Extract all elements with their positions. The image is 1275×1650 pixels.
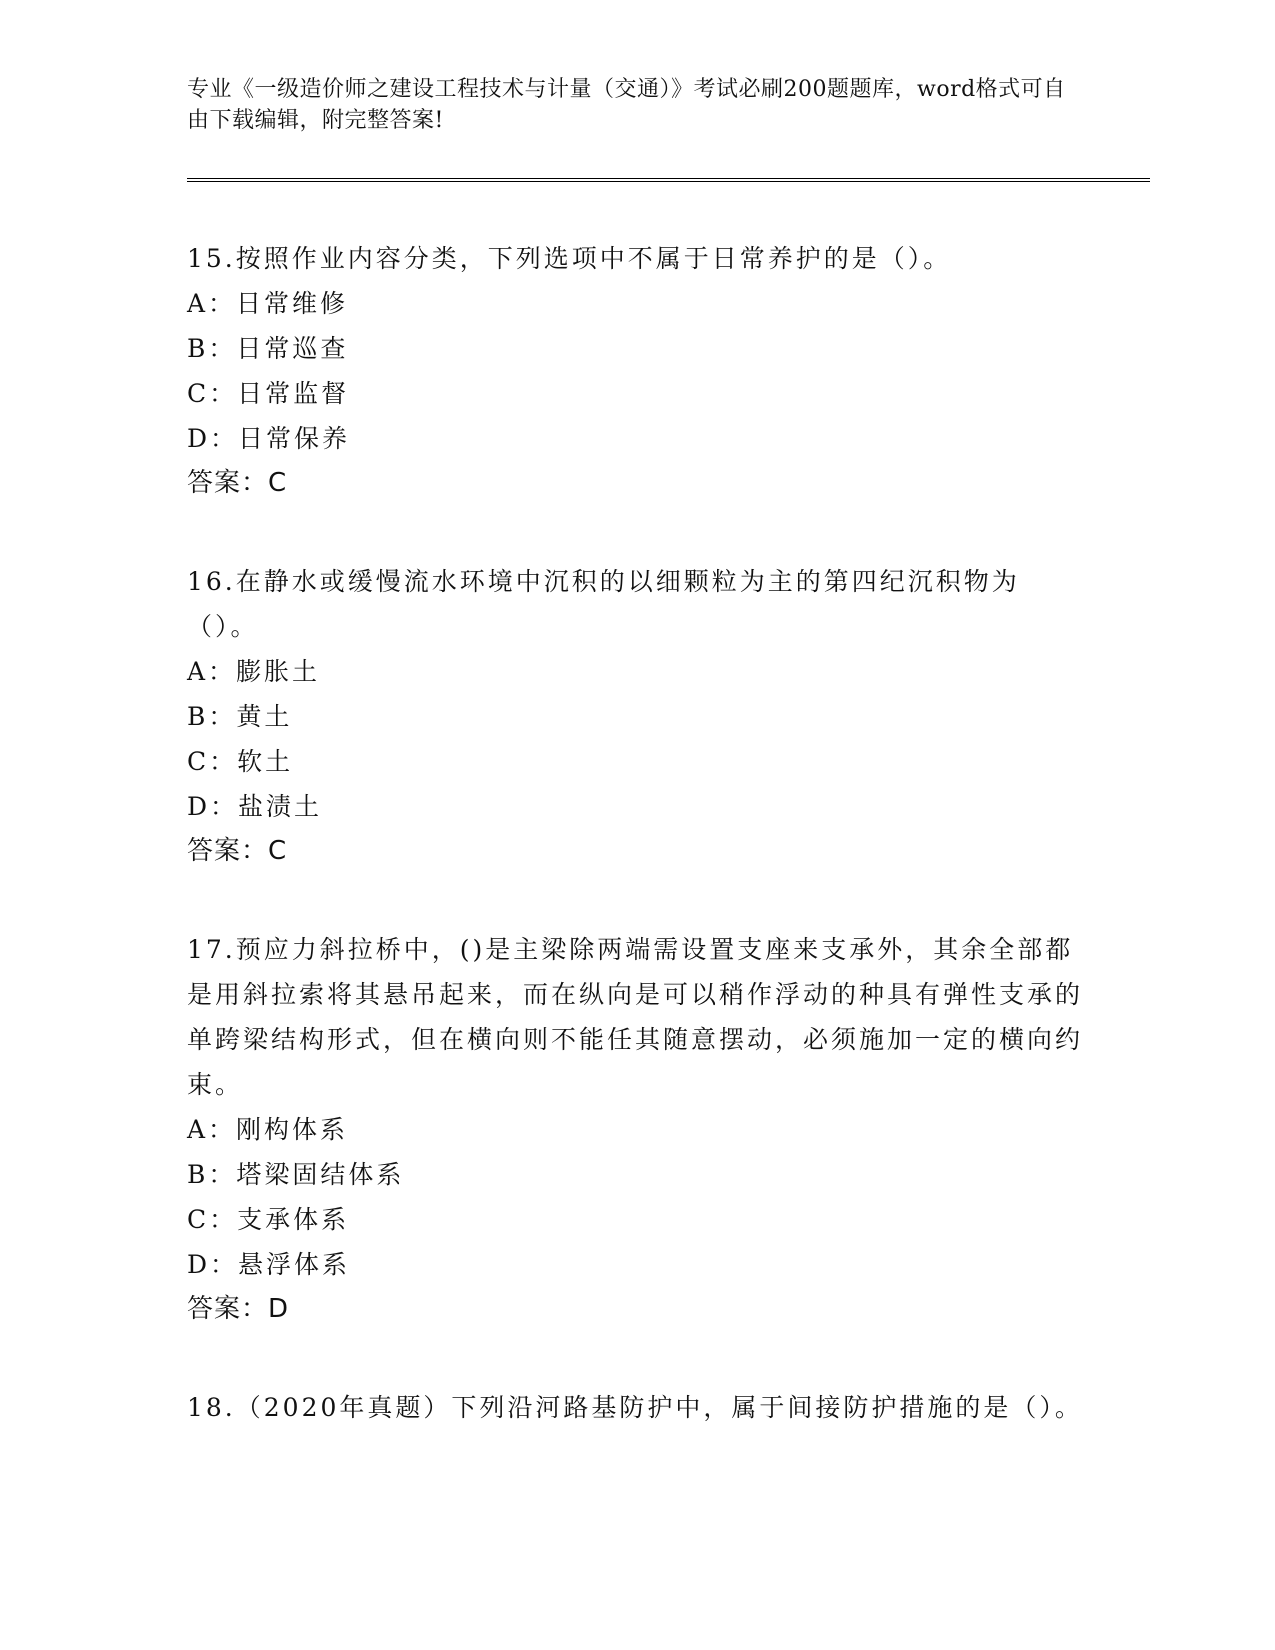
option-a: A：刚构体系 bbox=[187, 1115, 349, 1144]
question-16 bbox=[187, 559, 1087, 874]
option-a: A：膨胀土 bbox=[187, 657, 321, 686]
option-d: D：悬浮体系 bbox=[187, 1250, 351, 1279]
option-b: B：黄土 bbox=[187, 702, 293, 731]
option-b: B：日常巡查 bbox=[187, 334, 349, 363]
answer: 答案：C bbox=[187, 836, 288, 866]
question-stem: 18.（2020年真题）下列沿河路基防护中，属于间接防护措施的是（）。 bbox=[187, 1393, 1083, 1422]
option-d: D：盐渍土 bbox=[187, 792, 323, 821]
answer: 答案：C bbox=[187, 468, 288, 498]
option-c: C：软土 bbox=[187, 747, 294, 776]
question-15 bbox=[187, 236, 1087, 506]
option-b: B：塔梁固结体系 bbox=[187, 1160, 405, 1189]
question-stem: 16.在静水或缓慢流水环境中沉积的以细颗粒为主的第四纪沉积物为（）。 bbox=[187, 567, 1020, 641]
answer: 答案：D bbox=[187, 1294, 290, 1324]
option-c: C：日常监督 bbox=[187, 379, 350, 408]
option-a: A：日常维修 bbox=[187, 289, 349, 318]
question-17 bbox=[187, 927, 1087, 1332]
question-list bbox=[187, 236, 1087, 1483]
header-text: 专业《一级造价师之建设工程技术与计量（交通）》考试必刷200题题库，word格式可自由下载编辑，附完整答案! bbox=[187, 77, 1066, 133]
question-18 bbox=[187, 1385, 1087, 1430]
question-stem: 17.预应力斜拉桥中，()是主梁除两端需设置支座来支承外，其余全部都是用斜拉索将其悬吊起来，而在纵向是可以稍作浮动的种具有弹性支承的单跨梁结构形式，但在横向则不能任其随意摆动，必须施加一定的横向约束。 bbox=[187, 935, 1084, 1099]
option-c: C：支承体系 bbox=[187, 1205, 350, 1234]
document-header bbox=[187, 74, 1067, 136]
option-d: D：日常保养 bbox=[187, 424, 351, 453]
header-divider bbox=[187, 178, 1150, 182]
question-stem: 15.按照作业内容分类，下列选项中不属于日常养护的是（）。 bbox=[187, 244, 952, 273]
